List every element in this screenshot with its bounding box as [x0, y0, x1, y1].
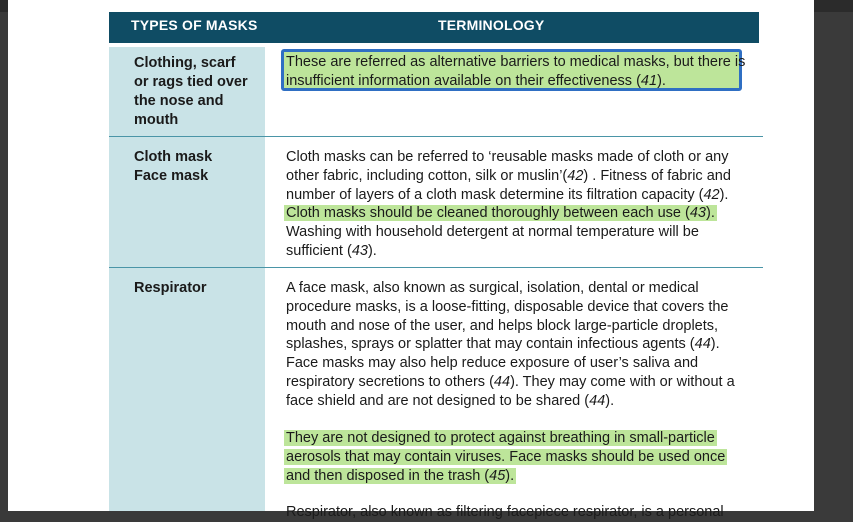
mask-type-respirator	[134, 279, 259, 298]
text-run: ).	[605, 392, 615, 409]
terminology-face-mask-note	[286, 429, 734, 485]
text-run: Respirator, also known as filtering facepiece respirator, is a personal	[286, 504, 724, 520]
highlighted-text[interactable]	[284, 54, 747, 89]
text-run: ).	[705, 205, 715, 222]
reference-number: 45	[489, 467, 506, 484]
header-terminology: TERMINOLOGY	[438, 17, 545, 33]
table-header	[109, 12, 759, 43]
reference-number: 42	[703, 186, 720, 203]
text-run: ).	[505, 467, 515, 484]
viewer-gutter	[814, 12, 853, 511]
reference-number: 41	[640, 72, 658, 89]
mask-type-clothing	[134, 54, 259, 130]
highlighted-text[interactable]	[284, 205, 717, 221]
type-line: or rags tied over	[134, 74, 248, 90]
text-run: ) . Fitness of fabric and number of layers of a cloth mask determine its filtration capacity (	[286, 167, 731, 203]
terminology-cloth-mask	[286, 148, 742, 261]
reference-number: 44	[493, 373, 511, 390]
mask-type-cloth-face	[134, 148, 259, 186]
reference-number: 43	[689, 205, 706, 222]
type-line: Cloth mask	[134, 149, 213, 165]
text-run: These are referred as alternative barriers to medical masks, but there is insufficient information available on their effectiveness (	[286, 54, 746, 89]
text-run: ). They may come with or without a face shield and are not designed to be shared (	[286, 373, 735, 409]
terminology-respirator	[286, 503, 746, 520]
terminology-clothing[interactable]	[286, 53, 746, 91]
type-line: Respirator	[134, 280, 207, 296]
type-line: mouth	[134, 112, 179, 128]
reference-number: 44	[694, 336, 711, 353]
text-run: Cloth masks should be cleaned thoroughly between each use (	[286, 205, 690, 222]
text-run: Cloth masks can be referred to ‘reusable masks made of cloth or any other fabric, including cotton, silk or muslin’(	[286, 149, 729, 184]
reference-number: 43	[351, 242, 368, 259]
text-run: They are not designed to protect against breathing in small-particle aerosols that may contain viruses. Face masks should be used once and then disposed in the trash (	[286, 430, 726, 484]
type-line: Face mask	[134, 168, 209, 184]
text-run: ).	[367, 242, 377, 259]
type-line: Clothing, scarf	[134, 55, 236, 71]
row-divider	[109, 136, 763, 137]
text-run: A face mask, also known as surgical, isolation, dental or medical procedure masks, is a loose-fitting, disposable device that covers the mouth and nose of the user, and helps block large-particle droplets, splashes, sprays or splatter that may contain infectious agents (	[286, 280, 729, 353]
text-run: Washing with household detergent at normal temperature will be sufficient (	[286, 224, 699, 259]
text-run: ). Face masks may also help reduce exposure of user’s saliva and respiratory secretions to others (	[286, 336, 720, 390]
reference-number: 42	[567, 167, 584, 184]
terminology-face-mask	[286, 279, 744, 411]
header-types-of-masks: TYPES OF MASKS	[131, 17, 258, 33]
row-divider	[109, 267, 763, 268]
text-run: ).	[719, 186, 729, 203]
reference-number: 44	[589, 392, 606, 409]
type-line: the nose and	[134, 93, 224, 109]
text-run: ).	[657, 72, 666, 89]
highlighted-text[interactable]	[284, 430, 727, 484]
